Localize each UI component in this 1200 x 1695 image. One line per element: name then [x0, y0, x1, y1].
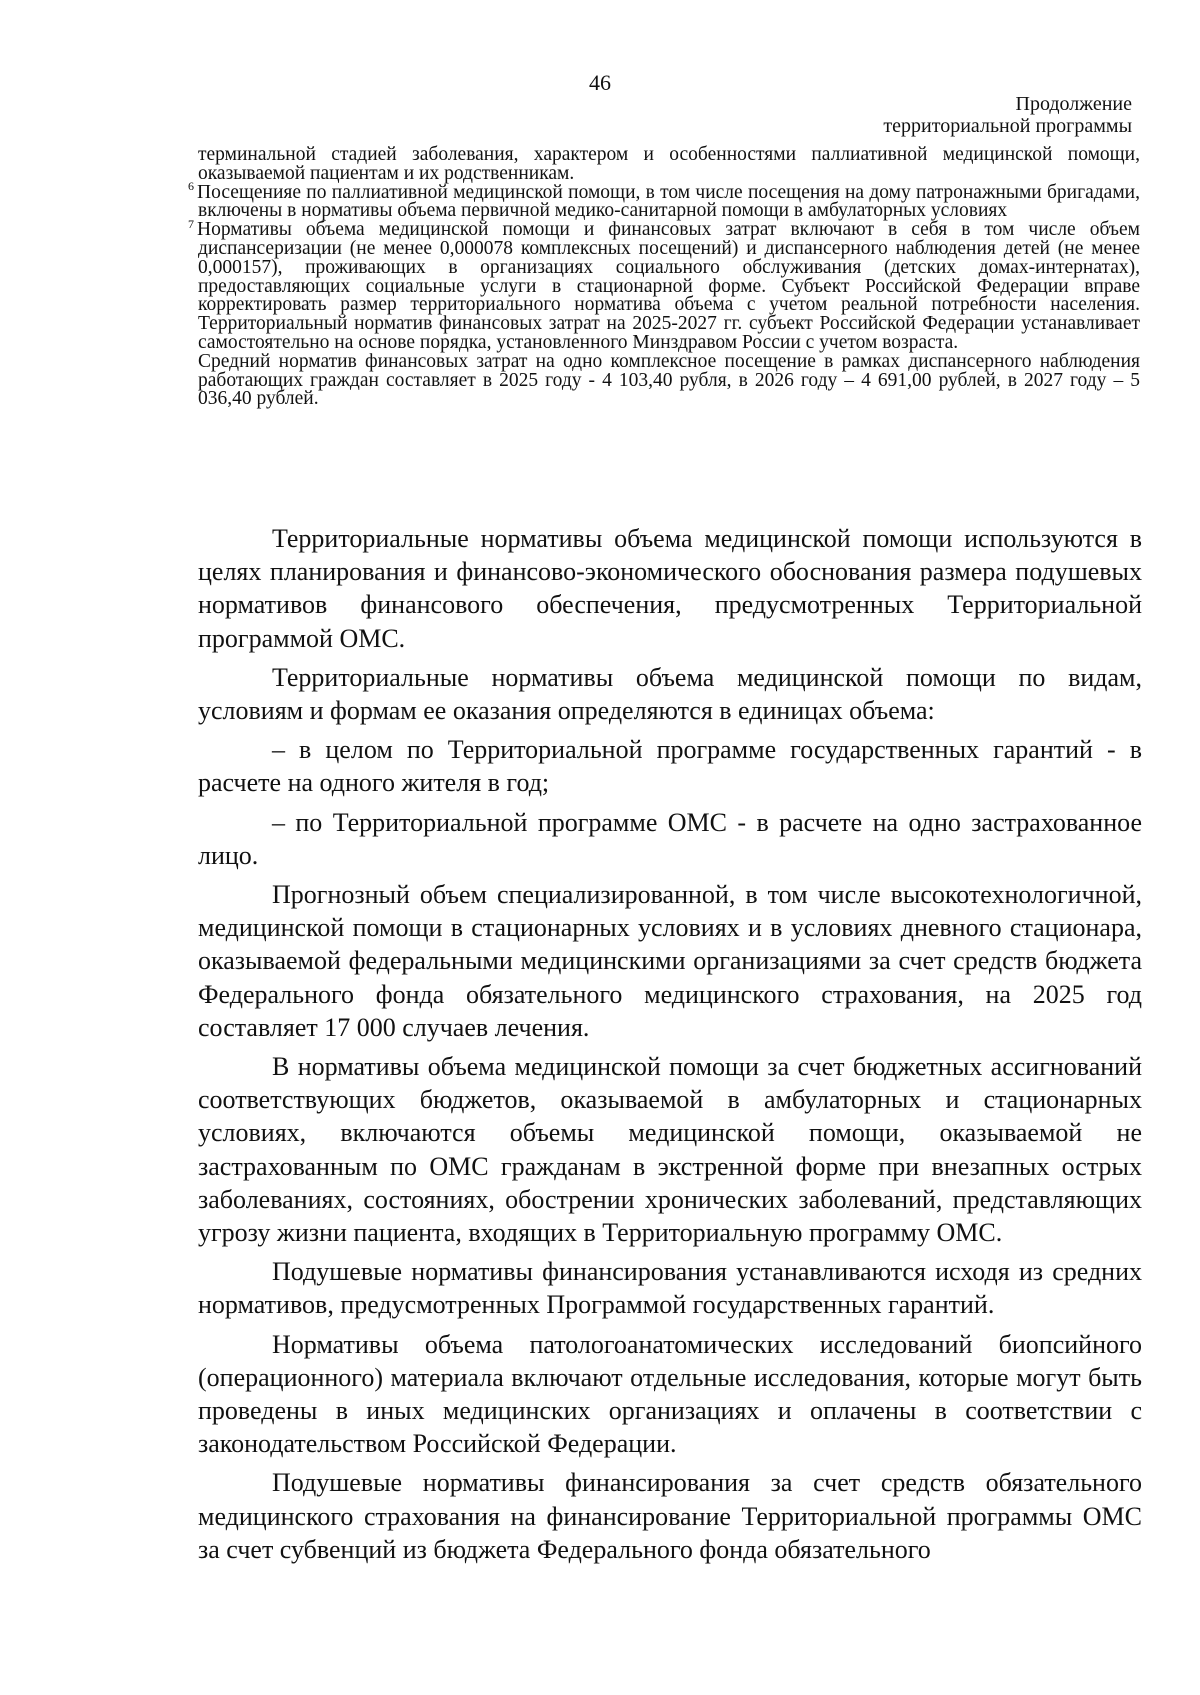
- paragraph: Подушевые нормативы финансирования за счет средств обязательного медицинского страхования на финансирование Территориальной программы ОМС за счет субвенций из бюджета Федерального фонда обязательного: [198, 1468, 1142, 1564]
- footnote-6: [188, 179, 1140, 222]
- footnote-mark: 7: [188, 216, 194, 231]
- paragraph: Территориальные нормативы объема медицинской помощи используются в целях планирования и финансово-экономического обоснования размера подушевых нормативов финансового обеспечения, предусмотренных Территориальной программой ОМС.: [198, 524, 1142, 653]
- footnote-7: [188, 216, 1140, 353]
- paragraph: Подушевые нормативы финансирования устанавливаются исходя из средних нормативов, предусмотренных Программой государственных гарантий.: [198, 1257, 1142, 1320]
- continuation-header: [883, 93, 1132, 137]
- continuation-line-1: Продолжение: [1015, 93, 1132, 115]
- paragraph: Территориальные нормативы объема медицинской помощи по видам, условиям и формам ее оказания определяются в единицах объема:: [198, 662, 1142, 726]
- main-body: [198, 522, 1142, 1572]
- paragraph: Нормативы объема патологоанатомических исследований биопсийного (операционного) материала включают отдельные исследования, которые могут быть проведены в иных медицинских организациях и оплачены в соответствии с законодательством Российской Федерации.: [198, 1329, 1142, 1459]
- footnote-mark: 6: [188, 179, 194, 194]
- paragraph: – в целом по Территориальной программе государственных гарантий - в расчете на одного жителя в год;: [198, 735, 1142, 798]
- continuation-line-2: территориальной программы: [883, 115, 1132, 137]
- page-number: 46: [589, 70, 611, 95]
- footnote-text: Нормативы объема медицинской помощи и финансовых затрат включают в себя в том числе объем диспансеризации (не менее 0,000078 комплексных посещений) и диспансерного наблюдения детей (не менее 0,000157), проживающих в организациях социального обслуживания (детских домах-интернатах), предоставляющих социальные услуги в стационарной форме. Субъект Российской Федерации вправе корректировать размер территориального норматива объема с учетом реальной потребности населения. Территориальный норматив финансовых затрат на 2025-2027 гг. субъект Российской Федерации устанавливает самостоятельно на основе порядка, установленного Минздравом России с учетом возраста.: [197, 219, 1140, 353]
- footnote-text: Посещенияе по паллиативной медицинской помощи, в том числе посещения на дому патронажными бригадами, включены в нормативы объема первичной медико-санитарной помощи в амбулаторных условиях: [197, 181, 1140, 222]
- footnote-continuation: [198, 146, 1140, 184]
- footnotes-block: [188, 144, 1140, 410]
- footnote-average-cost: [198, 350, 1140, 410]
- footnote-text: терминальной стадией заболевания, характером и особенностями паллиативной медицинской помощи, оказываемой пациентам и их родственникам.: [198, 144, 1140, 184]
- paragraph: В нормативы объема медицинской помощи за счет бюджетных ассигнований соответствующих бюджетов, оказываемой в амбулаторных и стационарных условиях, включаются объемы медицинской помощи, оказываемой не застрахованным по ОМС гражданам в экстренной форме при внезапных острых заболеваниях, состояниях, обострении хронических заболеваний, представляющих угрозу жизни пациента, входящих в Территориальную программу ОМС.: [198, 1052, 1142, 1248]
- paragraph: – по Территориальной программе ОМС - в расчете на одно застрахованное лицо.: [198, 807, 1142, 870]
- paragraph: Прогнозный объем специализированной, в том числе высокотехнологичной, медицинской помощи в стационарных условиях и в условиях дневного стационара, оказываемой федеральными медицинскими организациями за счет средств бюджета Федерального фонда обязательного медицинского страхования, на 2025 год составляет 17 000 случаев лечения.: [198, 880, 1142, 1042]
- footnote-text: Средний норматив финансовых затрат на одно комплексное посещение в рамках диспансерного наблюдения работающих граждан составляет в 2025 году - 4 103,40 рубля, в 2026 году – 4 691,00 рублей, в 2027 году – 5 036,40 рублей.: [198, 350, 1140, 410]
